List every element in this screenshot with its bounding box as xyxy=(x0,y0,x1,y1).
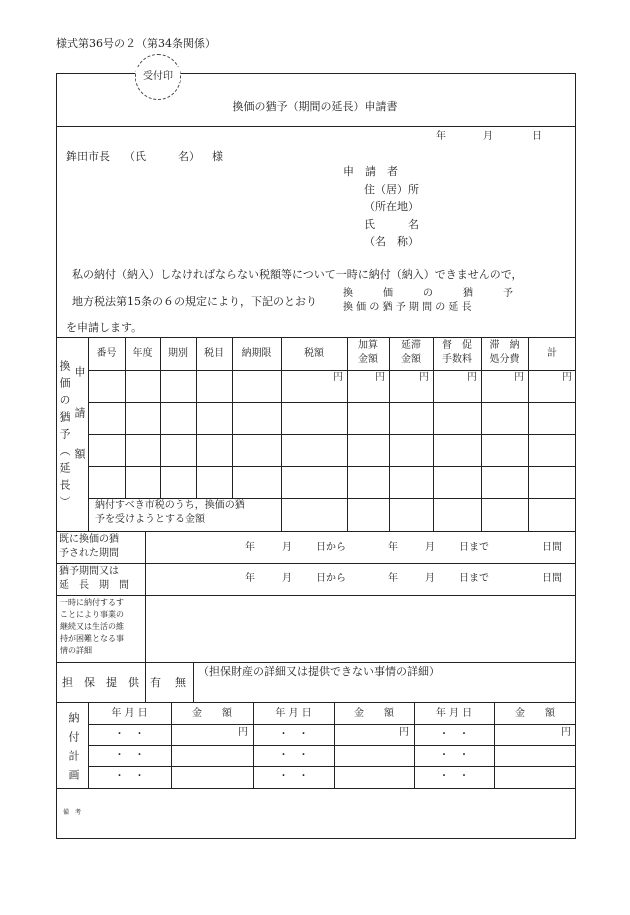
table-border xyxy=(433,337,434,531)
plan-date-dots: ・ ・ xyxy=(114,750,145,761)
header-added-2: 金額 xyxy=(358,354,378,365)
addressee-mayor: 鉾田市長 xyxy=(66,150,110,163)
ext-year: 年 xyxy=(245,573,255,584)
table-border xyxy=(88,766,576,767)
table-border xyxy=(56,531,576,532)
plan-date-dots: ・ ・ xyxy=(278,771,309,782)
prior-year-2: 年 xyxy=(388,542,398,553)
header-reminder-2: 手数料 xyxy=(442,354,472,365)
ext-until: 日まで xyxy=(459,573,489,584)
prior-period-label-1: 既に換価の猶 xyxy=(59,534,119,545)
table-border xyxy=(88,498,576,499)
table-border xyxy=(281,337,282,531)
plan-date-dots: ・ ・ xyxy=(278,729,309,740)
plan-date-header: 年 月 日 xyxy=(435,708,473,719)
table-border xyxy=(56,337,576,338)
header-late-1: 延滞 xyxy=(401,340,421,351)
header-late-2: 金額 xyxy=(401,354,421,365)
plan-yen: 円 xyxy=(238,727,248,738)
prior-until: 日まで xyxy=(459,542,489,553)
plan-date-dots: ・ ・ xyxy=(439,750,469,761)
header-added-1: 加算 xyxy=(358,340,378,351)
header-period: 期別 xyxy=(168,348,188,359)
prior-year: 年 xyxy=(245,542,255,553)
extension-period-label-1: 猶予期間又は xyxy=(59,566,119,577)
plan-date-dots: ・ ・ xyxy=(114,729,145,740)
table-border xyxy=(160,337,161,498)
form-title: 換価の猶予（期間の延長）申請書 xyxy=(232,100,398,113)
form-number: 様式第36号の２（第34条関係） xyxy=(56,37,216,50)
statement-line-1: 私の納付（納入）しなければならない税額等について一時に納付（納入）できませんので， xyxy=(72,268,523,281)
applicant-heading: 申 請 者 xyxy=(343,165,398,178)
table-border xyxy=(88,402,576,403)
prior-from: 日から xyxy=(316,542,346,553)
plan-yen: 円 xyxy=(399,727,409,738)
header-reminder-1: 督 促 xyxy=(442,340,472,351)
applicant-address-label: 住（居）所 xyxy=(364,183,419,196)
yen-unit: 円 xyxy=(333,372,343,383)
header-tax-item: 税目 xyxy=(204,348,224,359)
divider xyxy=(56,126,576,127)
table-border xyxy=(232,337,233,498)
plan-date-dots: ・ ・ xyxy=(278,750,309,761)
table-border xyxy=(125,337,126,498)
ext-days: 日間 xyxy=(542,573,562,584)
plan-amount-header: 金 額 xyxy=(515,708,555,719)
yen-unit: 円 xyxy=(419,372,429,383)
collateral-label: 担 保 提 供 xyxy=(62,676,139,689)
addressee-name-close: 名） xyxy=(178,150,200,163)
plan-date-header: 年 月 日 xyxy=(275,708,312,719)
table-border xyxy=(56,595,576,596)
table-border xyxy=(481,337,482,531)
plan-amount-header: 金 額 xyxy=(192,708,232,719)
ext-month: 月 xyxy=(282,573,292,584)
table-border xyxy=(528,337,529,531)
table-border xyxy=(56,662,576,663)
remarks-label: 備 考 xyxy=(63,809,82,816)
prior-month: 月 xyxy=(282,542,292,553)
summary-label-1: 納付すべき市税のうち，換価の猶 xyxy=(95,500,245,511)
prior-period-label-2: 予された期間 xyxy=(59,548,119,559)
table-border xyxy=(145,595,146,662)
stamp-label: 受付印 xyxy=(136,67,180,82)
table-border xyxy=(88,370,576,371)
yen-unit: 円 xyxy=(375,372,385,383)
statement-line-2: 地方税法第15条の６の規定により，下記のとおり xyxy=(72,295,317,308)
applicant-name-sub: （名 称） xyxy=(364,235,419,248)
reason-label-line: 継続又は生活の維 xyxy=(60,622,124,631)
header-disposal-1: 滞 納 xyxy=(489,340,520,351)
header-no: 番号 xyxy=(96,348,117,359)
yen-unit: 円 xyxy=(514,372,524,383)
header-tax-amount: 税額 xyxy=(304,348,324,359)
collateral-yes: 有 xyxy=(150,676,161,689)
table-border xyxy=(389,337,390,531)
extension-period-label-2: 延 長 期 間 xyxy=(59,580,129,591)
collateral-note: （担保財産の詳細又は提供できない事情の詳細） xyxy=(198,665,440,678)
table-border xyxy=(56,702,576,703)
reason-label-line: 一時に納付するす xyxy=(60,598,124,607)
yen-unit: 円 xyxy=(467,372,477,383)
header-total: 計 xyxy=(547,348,557,359)
statement-line-3: を申請します。 xyxy=(66,321,143,334)
reception-stamp-circle xyxy=(135,54,181,100)
yen-unit: 円 xyxy=(562,372,572,383)
ext-month-2: 月 xyxy=(425,573,435,584)
table-border xyxy=(88,724,576,725)
table-border xyxy=(88,745,576,746)
table-border xyxy=(88,337,89,531)
ext-from: 日から xyxy=(316,573,346,584)
plan-date-header: 年 月 日 xyxy=(111,708,148,719)
reason-label-line: 情の詳細 xyxy=(60,646,92,655)
table-border xyxy=(193,662,194,702)
addressee-sama: 様 xyxy=(212,150,223,163)
table-border xyxy=(196,337,197,498)
prior-month-2: 月 xyxy=(425,542,435,553)
plan-date-dots: ・ ・ xyxy=(439,729,469,740)
date-month-label: 月 xyxy=(483,131,493,142)
applicant-address-sub: （所在地） xyxy=(364,200,419,213)
plan-label: 納付計画 xyxy=(67,712,80,788)
table-border xyxy=(88,434,576,435)
summary-label-2: 予を受けようとする金額 xyxy=(95,514,205,525)
header-disposal-2: 処分費 xyxy=(489,354,520,365)
table-border xyxy=(88,466,576,467)
applicant-name-label: 氏 名 xyxy=(364,218,419,231)
plan-amount-header: 金 額 xyxy=(354,708,394,719)
plan-date-dots: ・ ・ xyxy=(439,771,469,782)
date-day-label: 日 xyxy=(532,131,542,142)
plan-date-dots: ・ ・ xyxy=(114,771,145,782)
collateral-no: 無 xyxy=(175,676,186,689)
table-border xyxy=(56,563,576,564)
plan-yen: 円 xyxy=(561,727,571,738)
side-label-deferral: 換価の猶予（延長） xyxy=(58,360,71,513)
addressee-name-open: （氏 xyxy=(124,150,146,163)
date-year-label: 年 xyxy=(436,131,446,142)
table-border xyxy=(56,788,576,789)
header-due-date: 納期限 xyxy=(241,348,272,359)
table-border xyxy=(347,337,348,531)
statement-option-deferral: 換 価 の 猶 予 期 間 の 延 長 xyxy=(343,302,472,313)
reason-label-line: 持が困難となる事 xyxy=(60,634,124,643)
reason-label-line: ことにより事業の xyxy=(60,610,124,619)
side-label-application-amount: 申請額 xyxy=(73,366,86,489)
statement-option-extension: 換 価 の 猶 予 xyxy=(343,288,513,299)
ext-year-2: 年 xyxy=(388,573,398,584)
prior-days: 日間 xyxy=(542,542,562,553)
table-border xyxy=(145,662,146,702)
header-year: 年度 xyxy=(132,348,153,359)
